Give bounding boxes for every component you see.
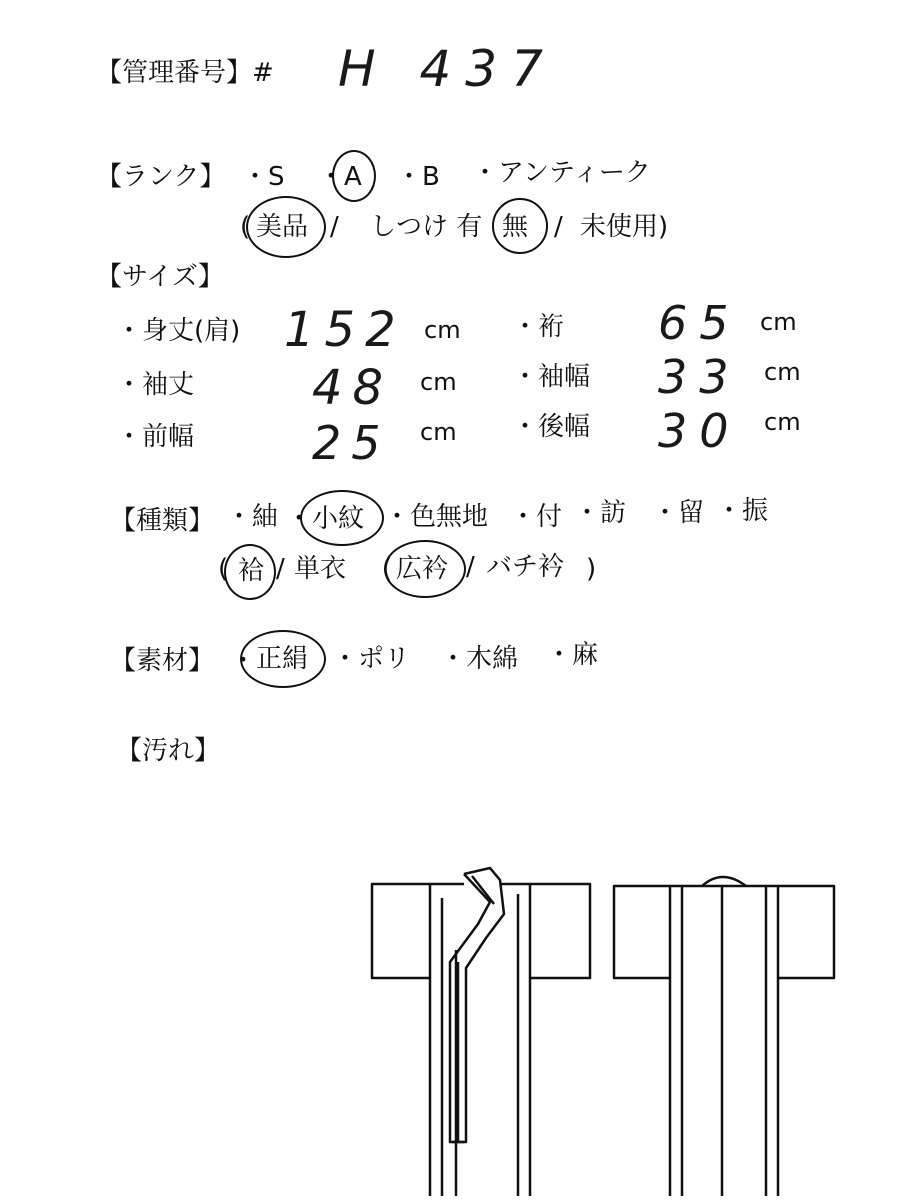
komon-selected-circle <box>300 490 384 546</box>
material-momen: ・木綿 <box>440 644 519 674</box>
kimono-front-diagram <box>368 858 608 1198</box>
size-maehaba-value: 25 <box>312 416 391 470</box>
rank-option-b: ・B <box>396 162 440 192</box>
type-furisode: ・振 <box>716 496 769 526</box>
size-sodetake-unit: cm <box>420 368 457 396</box>
rank-label: 【ランク】 <box>96 162 226 192</box>
shitsuke-mu-selected-circle <box>492 198 548 254</box>
type-paren-close: ) <box>586 554 597 584</box>
management-label: 【管理番号】# <box>96 58 274 88</box>
rank-slash-1: / <box>330 212 339 242</box>
size-ushirohaba-unit: cm <box>764 408 801 436</box>
material-shouken-dot: ・ <box>230 646 257 676</box>
hiroeri-selected-circle <box>384 540 466 598</box>
rank-slash-2: / <box>554 212 563 242</box>
shouken-selected-circle <box>240 630 326 688</box>
type-tomesode: ・留 <box>652 498 705 528</box>
kimono-back-diagram <box>610 858 850 1198</box>
material-asa: ・麻 <box>546 640 599 670</box>
size-label: 【サイズ】 <box>96 262 224 292</box>
type-tsumugi: ・紬 <box>226 502 279 532</box>
size-yuki-value: 65 <box>658 296 741 350</box>
size-sodehaba-unit: cm <box>764 358 801 386</box>
type-hitoe: 単衣 <box>294 554 347 584</box>
size-sodetake-label: ・袖丈 <box>116 370 195 400</box>
material-shouken: 正絹 <box>256 644 309 674</box>
rank-shitsuke-mu: 無 <box>502 212 529 242</box>
type-paren-open-2: ( <box>382 554 393 584</box>
size-yuki-unit: cm <box>760 308 797 336</box>
type-houmongi: ・訪 <box>574 498 627 528</box>
size-maehaba-label: ・前幅 <box>116 422 195 452</box>
size-mitake-value: 152 <box>284 302 406 358</box>
material-poly: ・ポリ <box>332 644 411 674</box>
size-maehaba-unit: cm <box>420 418 457 446</box>
size-mitake-unit: cm <box>424 316 461 344</box>
size-yuki-label: ・裄 <box>512 312 565 342</box>
type-iromuji: ・色無地 <box>384 502 489 532</box>
type-label: 【種類】 <box>110 506 215 536</box>
size-ushirohaba-label: ・後幅 <box>512 412 591 442</box>
bihin-selected-circle <box>246 196 326 258</box>
size-sodetake-value: 48 <box>312 360 394 416</box>
rank-option-s: ・S <box>242 162 285 192</box>
size-ushirohaba-value: 30 <box>658 404 741 458</box>
material-label: 【素材】 <box>110 646 215 676</box>
type-komon-dot: ・ <box>286 504 313 534</box>
type-bachieri: バチ衿 <box>486 552 565 582</box>
type-tsukesage: ・付 <box>510 502 563 532</box>
size-sodehaba-label: ・袖幅 <box>512 362 591 392</box>
rank-option-a-dot: ・ <box>318 162 345 192</box>
size-sodehaba-value: 33 <box>658 350 741 404</box>
rank-option-a: A <box>344 162 362 192</box>
rank-option-antique: ・アンティーク <box>472 158 651 188</box>
rank-a-selected-circle <box>332 150 376 202</box>
type-komon: 小紋 <box>312 504 365 534</box>
stain-label: 【汚れ】 <box>116 736 221 766</box>
type-hiroeri: 広衿 <box>396 554 449 584</box>
type-slash-1: / <box>276 554 285 584</box>
type-slash-2: / <box>466 552 475 582</box>
type-awase: 袷 <box>238 556 265 586</box>
rank-paren-open: ( <box>240 212 251 242</box>
awase-selected-circle <box>224 544 276 600</box>
size-mitake-label: ・身丈(肩) <box>116 316 241 346</box>
rank-shitsuke: しつけ 有 <box>370 212 483 242</box>
rank-unused: 未使用) <box>580 212 669 242</box>
management-number: H 437 <box>338 40 557 98</box>
type-paren-open: ( <box>218 554 229 584</box>
rank-bihin: 美品 <box>256 212 309 242</box>
